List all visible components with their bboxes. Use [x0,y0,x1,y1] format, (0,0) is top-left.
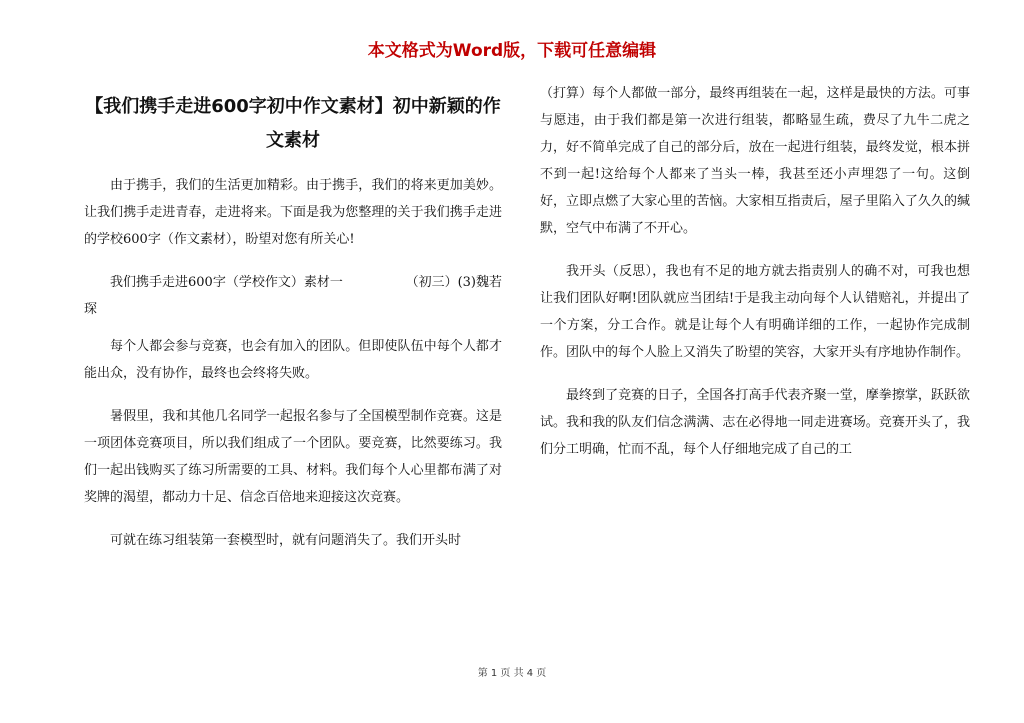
left-paragraph-3: 可就在练习组装第一套模型时，就有问题消失了。我们开头时 [110,533,462,548]
right-paragraph-2: 我开头（反思），我也有不足的地方就去指责别人的确不对，可我也想让我们团队好啊!团队就应当团结!于是我主动向每个人认错赔礼，并提出了一个方案，分工合作。就是让每个人有明确详细的工作，一起协作完成制作。团队中的每个人脸上又消失了盼望的笑容，大家开头有序地协作制作。 [540,264,970,360]
left-paragraph-1: 每个人都会参与竞赛，也会有加入的团队。但即使队伍中每个人都才能出众，没有协作，最终也会终将失败。 [84,339,502,381]
right-paragraph-1: （打算）每个人都做一部分，最终再组装在一起，这样是最快的方法。可事与愿违，由于我们都是第一次进行组装，都略显生疏，费尽了九牛二虎之力，好不简单完成了自己的部分后，放在一起进行组装，最终发觉，根本拼不到一起!这给每个人都来了当头一棒，我甚至还小声埋怨了一句。这倒好，立即点燃了大家心里的苦恼。大家相互指责后，屋子里陷入了久久的缄默，空气中布满了不开心。 [540,86,970,236]
download-banner: 本文格式为Word版，下载可任意编辑 [367,41,657,61]
intro-paragraph: 由于携手，我们的生活更加精彩。由于携手，我们的将来更加美妙。让我们携手走进青春，走进将来。下面是我为您整理的关于我们携手走进的学校600字（作文素材），盼望对您有所关心! [84,178,502,247]
subtitle-text: 我们携手走进600字（学校作文）素材一 [110,275,343,290]
document-title: 【我们携手走进600字初中作文素材】初中新颖的作文素材 [85,96,501,151]
right-paragraph-3: 最终到了竞赛的日子，全国各打高手代表齐聚一堂，摩拳擦掌，跃跃欲试。我和我的队友们信念满满、志在必得地一同走进赛场。竞赛开头了，我们分工明确，忙而不乱，每个人仔细地完成了自己的工 [540,388,970,457]
right-column [540,80,970,479]
page-number: 第 1 页 共 4 页 [477,668,547,679]
left-paragraph-2: 暑假里，我和其他几名同学一起报名参与了全国模型制作竞赛。这是一项团体竞赛项目，所以我们组成了一个团队。要竞赛，比然要练习。我们一起出钱购买了练习所需要的工具、材料。我们每个人心里都布满了对奖牌的渴望，都动力十足、信念百倍地来迎接这次竞赛。 [84,409,502,505]
subtitle-author: （初三）(3)魏若 [405,275,502,290]
left-column [84,90,502,570]
subtitle-author-cont: 琛 [84,302,98,317]
essay-subtitle [84,269,502,323]
